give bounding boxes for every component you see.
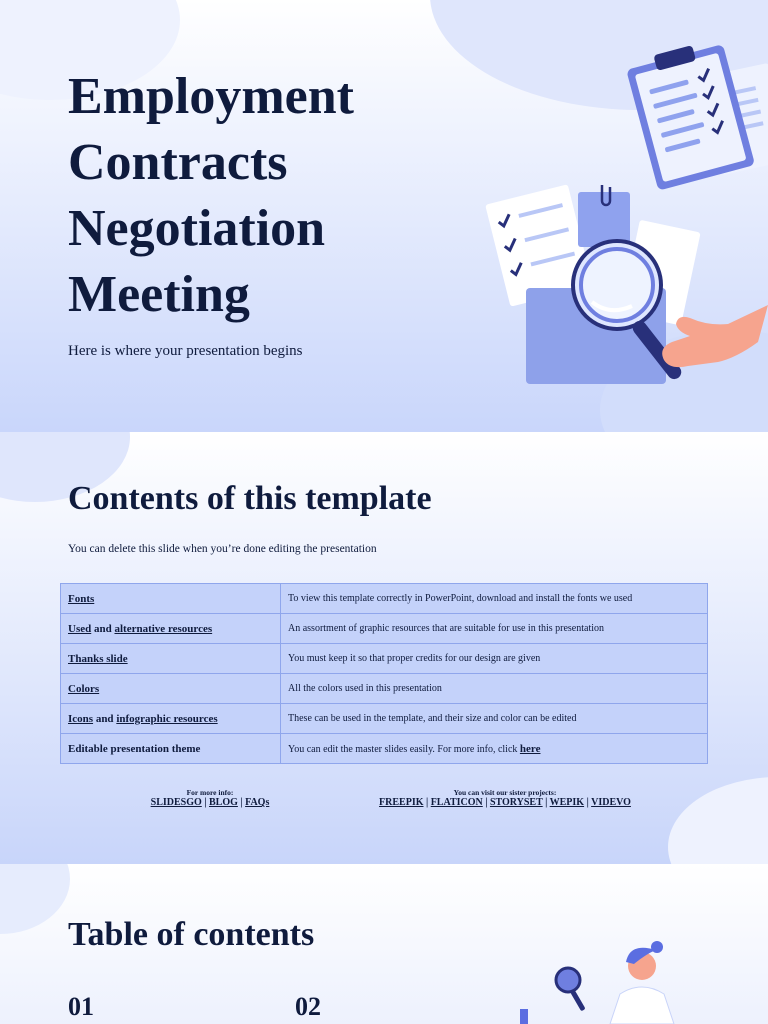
cover-title-line: Contracts xyxy=(68,134,288,191)
table-cell: Editable presentation theme xyxy=(61,734,281,764)
freepik-link[interactable]: FREEPIK xyxy=(379,797,424,808)
sister-projects-row: FREEPIK | FLATICON | STORYSET | WEPIK | VIDEVO xyxy=(379,797,631,808)
table-row xyxy=(61,674,708,704)
background-blob xyxy=(668,777,768,864)
table-row xyxy=(61,614,708,644)
fonts-link[interactable]: Fonts xyxy=(68,592,95,605)
toc-slide xyxy=(0,864,768,1024)
table-cell xyxy=(61,584,281,614)
more-info-label: For more info: xyxy=(186,788,234,797)
table-cell xyxy=(61,704,281,734)
colors-link[interactable]: Colors xyxy=(68,682,100,695)
table-cell xyxy=(281,734,708,764)
table-cell: To view this template correctly in PowerPoint, download and install the fonts we used xyxy=(281,584,708,614)
table-row xyxy=(61,734,708,764)
sister-projects-links xyxy=(360,788,650,808)
contract-review-illustration xyxy=(480,40,768,400)
cell-text: You can edit the master slides easily. For more info, click xyxy=(288,743,520,755)
table-cell: These can be used in the template, and their size and color can be edited xyxy=(281,704,708,734)
magnifier-icon xyxy=(556,968,580,992)
note-icon xyxy=(578,192,630,247)
thanks-slide-link[interactable]: Thanks slide xyxy=(68,652,128,665)
sister-projects-label: You can visit our sister projects: xyxy=(453,788,557,797)
table-row xyxy=(61,704,708,734)
background-blob xyxy=(0,864,70,934)
icons-link[interactable]: Icons xyxy=(68,712,94,725)
storyset-link[interactable]: STORYSET xyxy=(489,797,543,808)
table-cell: You must keep it so that proper credits for our design are given xyxy=(281,644,708,674)
cover-title xyxy=(68,64,428,328)
cover-subtitle: Here is where your presentation begins xyxy=(68,343,303,359)
contents-title: Contents of this template xyxy=(68,480,432,517)
contents-slide xyxy=(0,432,768,864)
videvo-link[interactable]: VIDEVO xyxy=(591,797,631,808)
table-cell: An assortment of graphic resources that are suitable for use in this presentation xyxy=(281,614,708,644)
cover-title-line: Negotiation xyxy=(68,200,326,257)
table-row xyxy=(61,644,708,674)
contents-subtitle: You can delete this slide when you’re done editing the presentation xyxy=(68,543,377,555)
label-connector: and xyxy=(91,622,115,635)
person-with-magnifier-illustration xyxy=(520,934,720,1024)
label-connector: and xyxy=(93,712,117,725)
title-block xyxy=(68,64,428,328)
table-cell xyxy=(61,614,281,644)
table-cell xyxy=(61,674,281,704)
table-cell: All the colors used in this presentation xyxy=(281,674,708,704)
wepik-link[interactable]: WEPIK xyxy=(549,797,585,808)
used-resources-link[interactable]: Used xyxy=(68,622,92,635)
cover-title-line: Employment xyxy=(68,68,354,125)
table-row xyxy=(61,584,708,614)
body-icon xyxy=(610,987,674,1024)
cover-slide xyxy=(0,0,768,432)
slidesgo-link[interactable]: SLIDESGO xyxy=(150,797,202,808)
flaticon-link[interactable]: FLATICON xyxy=(430,797,483,808)
clipboard-icon xyxy=(624,40,755,191)
alternative-resources-link[interactable]: alternative resources xyxy=(114,622,213,635)
toc-number: 01 xyxy=(68,992,94,1021)
table-cell xyxy=(61,644,281,674)
faqs-link[interactable]: FAQs xyxy=(245,797,270,808)
blog-link[interactable]: BLOG xyxy=(208,797,238,808)
here-link[interactable]: here xyxy=(519,742,541,755)
toc-number: 02 xyxy=(295,992,321,1021)
cover-title-line: Meeting xyxy=(68,266,250,323)
toc-title: Table of contents xyxy=(68,916,315,953)
more-info-row: SLIDESGO | BLOG | FAQs xyxy=(150,797,270,808)
contents-table xyxy=(60,583,708,764)
more-info-links xyxy=(140,788,280,808)
infographic-resources-link[interactable]: infographic resources xyxy=(116,712,218,725)
